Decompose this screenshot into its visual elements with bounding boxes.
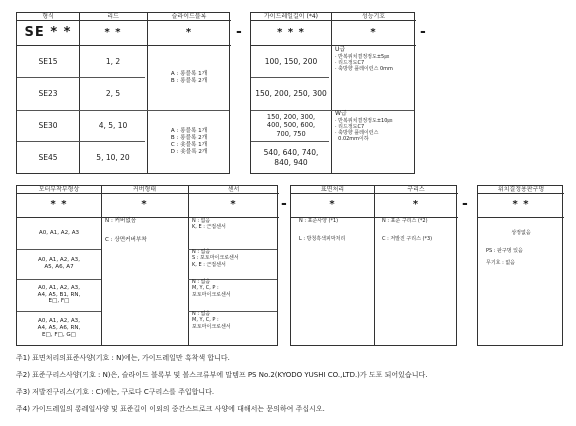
header-slide-block: 슬라이드블록 <box>147 13 231 21</box>
code-model: SE * * <box>17 21 79 46</box>
rail-length-se23: 150, 200, 250, 300 <box>255 88 327 98</box>
note-3: 주3) 저발진구리스(기호 : C)에는, 구로다 C구리스를 주입합니다. <box>16 388 215 396</box>
code-performance: * <box>331 21 416 46</box>
note-4: 주4) 가이드레일의 롱레일사양 및 표준길이 이외의 중간스트로크 사양에 대해서는 문의하여 주십시오. <box>16 405 325 413</box>
grease-option-low-dust: C : 저발진 구리스 (*3) <box>382 236 433 243</box>
slide-block-option: A : 롱블록 1개 <box>170 128 208 135</box>
slide-block-option: A : 롱블록 1개 <box>170 71 208 78</box>
code-slide-block: * <box>147 21 231 46</box>
model-se15: SE15 <box>38 56 58 66</box>
rail-length-se15: 100, 150, 200 <box>264 56 318 66</box>
sensor-option: M, Y, C, P : <box>192 285 219 292</box>
note-1: 주1) 표면처리의표준사양(기호 : N)에는, 가이드레일만 흑착색 합니다. <box>16 354 230 362</box>
rail-length-table <box>250 12 415 174</box>
header-cover: 커버형태 <box>101 186 188 194</box>
grade-u-item: · 축방향 플레이런스 0mm <box>335 66 393 72</box>
code-grease: * <box>374 194 458 218</box>
header-rail-length: 가이드레일길이 (*4) <box>251 13 331 21</box>
code-positioning-hole: * * <box>478 194 564 218</box>
motor-mount-se23: A0, A1, A2, A3, A5, A6, A7 <box>38 257 80 270</box>
model-se45: SE45 <box>38 152 58 162</box>
header-motor-mount: 모터부착부형상 <box>17 186 101 194</box>
surface-options <box>291 218 374 346</box>
notes <box>16 350 427 418</box>
header-sensor: 센서 <box>188 186 279 194</box>
motor-cover-sensor-table <box>16 185 278 346</box>
sensor-se45 <box>188 311 279 346</box>
hole-option-ps: PS : 판구멍 있음 <box>486 248 523 254</box>
grade-u <box>331 46 416 110</box>
lead-se45: 5, 10, 20 <box>96 152 130 162</box>
hole-options <box>478 248 564 346</box>
rail-length-se30: 150, 200, 300, 400, 500, 600, 700, 750 <box>266 113 316 138</box>
sensor-option: N : 없음 <box>192 249 211 255</box>
code-surface: * <box>291 194 374 218</box>
slide-block-option: B : 롱블록 2개 <box>170 78 208 84</box>
header-surface: 표면처리 <box>291 186 374 194</box>
sensor-option: 포토마이크로센서 <box>192 323 231 330</box>
separator-dash: - <box>420 24 426 40</box>
separator-dash: - <box>462 196 468 212</box>
sensor-option: N : 없음 <box>192 311 211 317</box>
grease-options <box>374 218 458 346</box>
header-performance: 성능기호 <box>331 13 416 21</box>
model-se30: SE30 <box>38 120 58 130</box>
slide-block-option: D : 숏블록 2개 <box>170 148 208 155</box>
slide-block-ab <box>147 46 231 110</box>
motor-mount-se15: A0, A1, A2, A3 <box>38 230 80 236</box>
code-motor-mount: * * <box>17 194 101 218</box>
grade-w-item: · 리드정도C7 <box>335 123 365 130</box>
rail-length-se45: 540, 640, 740, 840, 940 <box>263 148 319 167</box>
separator-dash: - <box>236 24 242 40</box>
sensor-se15 <box>188 218 279 249</box>
motor-mount-se30: A0, A1, A2, A3, A4, A5, B1, RN, E□, F□ <box>37 284 81 305</box>
grade-w <box>331 110 416 174</box>
lead-se15: 1, 2 <box>105 56 121 66</box>
sensor-option: K, E : 근접센서 <box>192 224 226 231</box>
motor-mount-se45: A0, A1, A2, A3, A4, A5, A6, RN, E□, F□, G□ <box>37 318 81 338</box>
header-grease: 구리스 <box>374 186 458 194</box>
model-table <box>16 12 230 174</box>
hole-setting-none: 상정없음 <box>511 229 531 236</box>
grade-w-item: · 반복위치결정정도±10㎛ <box>335 117 393 124</box>
grade-w-title: W급 <box>335 110 347 117</box>
header-positioning-hole: 위치결정용판구멍 <box>478 186 564 194</box>
sensor-se30 <box>188 279 279 311</box>
hole-option-none: 무기호 : 없음 <box>486 260 516 267</box>
slide-block-option: B : 롱블록 2개 <box>170 135 208 142</box>
slide-block-abcd <box>147 110 231 174</box>
grade-u-title: U급 <box>335 46 346 53</box>
sensor-option: N : 없음 <box>192 218 211 224</box>
sensor-option: M, Y, C, P : <box>192 317 219 324</box>
cover-option-none: N : 커버없음 <box>105 218 137 224</box>
sensor-option: N : 없음 <box>192 279 211 285</box>
surface-option-black: L : 방청흑색피막처리 <box>299 236 346 243</box>
code-lead: * * <box>79 21 147 46</box>
surface-option-standard: N : 표준사양 (*1) <box>299 218 339 224</box>
grade-u-item: · 리드정도C7 <box>335 59 365 66</box>
sensor-option: K, E : 근접센서 <box>192 261 226 268</box>
grease-option-standard: N : 표준 구리스 (*2) <box>382 218 428 224</box>
lead-se23: 2, 5 <box>105 88 121 98</box>
model-se23: SE23 <box>38 88 58 98</box>
header-lead: 리드 <box>79 13 147 21</box>
surface-grease-table <box>290 185 457 346</box>
separator-dash: - <box>281 196 287 212</box>
grade-w-item: · 축방향 플레이런스 <box>335 130 379 136</box>
code-rail-length: * * * <box>251 21 331 46</box>
code-cover: * <box>101 194 188 218</box>
code-sensor: * <box>188 194 279 218</box>
cover-options <box>101 218 188 346</box>
grade-u-item: · 반복위치결정정도±5㎛ <box>335 53 390 60</box>
header-model: 형식 <box>17 13 79 21</box>
cover-option-top: C : 상면커버부착 <box>105 236 147 243</box>
sensor-se23 <box>188 249 279 279</box>
sensor-option: 포토마이크로센서 <box>192 291 231 298</box>
lead-se30: 4, 5, 10 <box>98 120 128 130</box>
sensor-option: S : 포토마이크로센서 <box>192 255 239 262</box>
slide-block-option: C : 숏블록 1개 <box>170 142 208 148</box>
positioning-hole-table <box>477 185 563 346</box>
grade-w-item: 0.02mm이하 <box>335 136 369 143</box>
note-2: 주2) 표준구리스사양(기호 : N)은, 슬라이드 블록부 및 볼스크류부에 말템프 PS No.2(KYODO YUSHI CO.,LTD.)가 도포 되어있습니다. <box>16 371 428 379</box>
